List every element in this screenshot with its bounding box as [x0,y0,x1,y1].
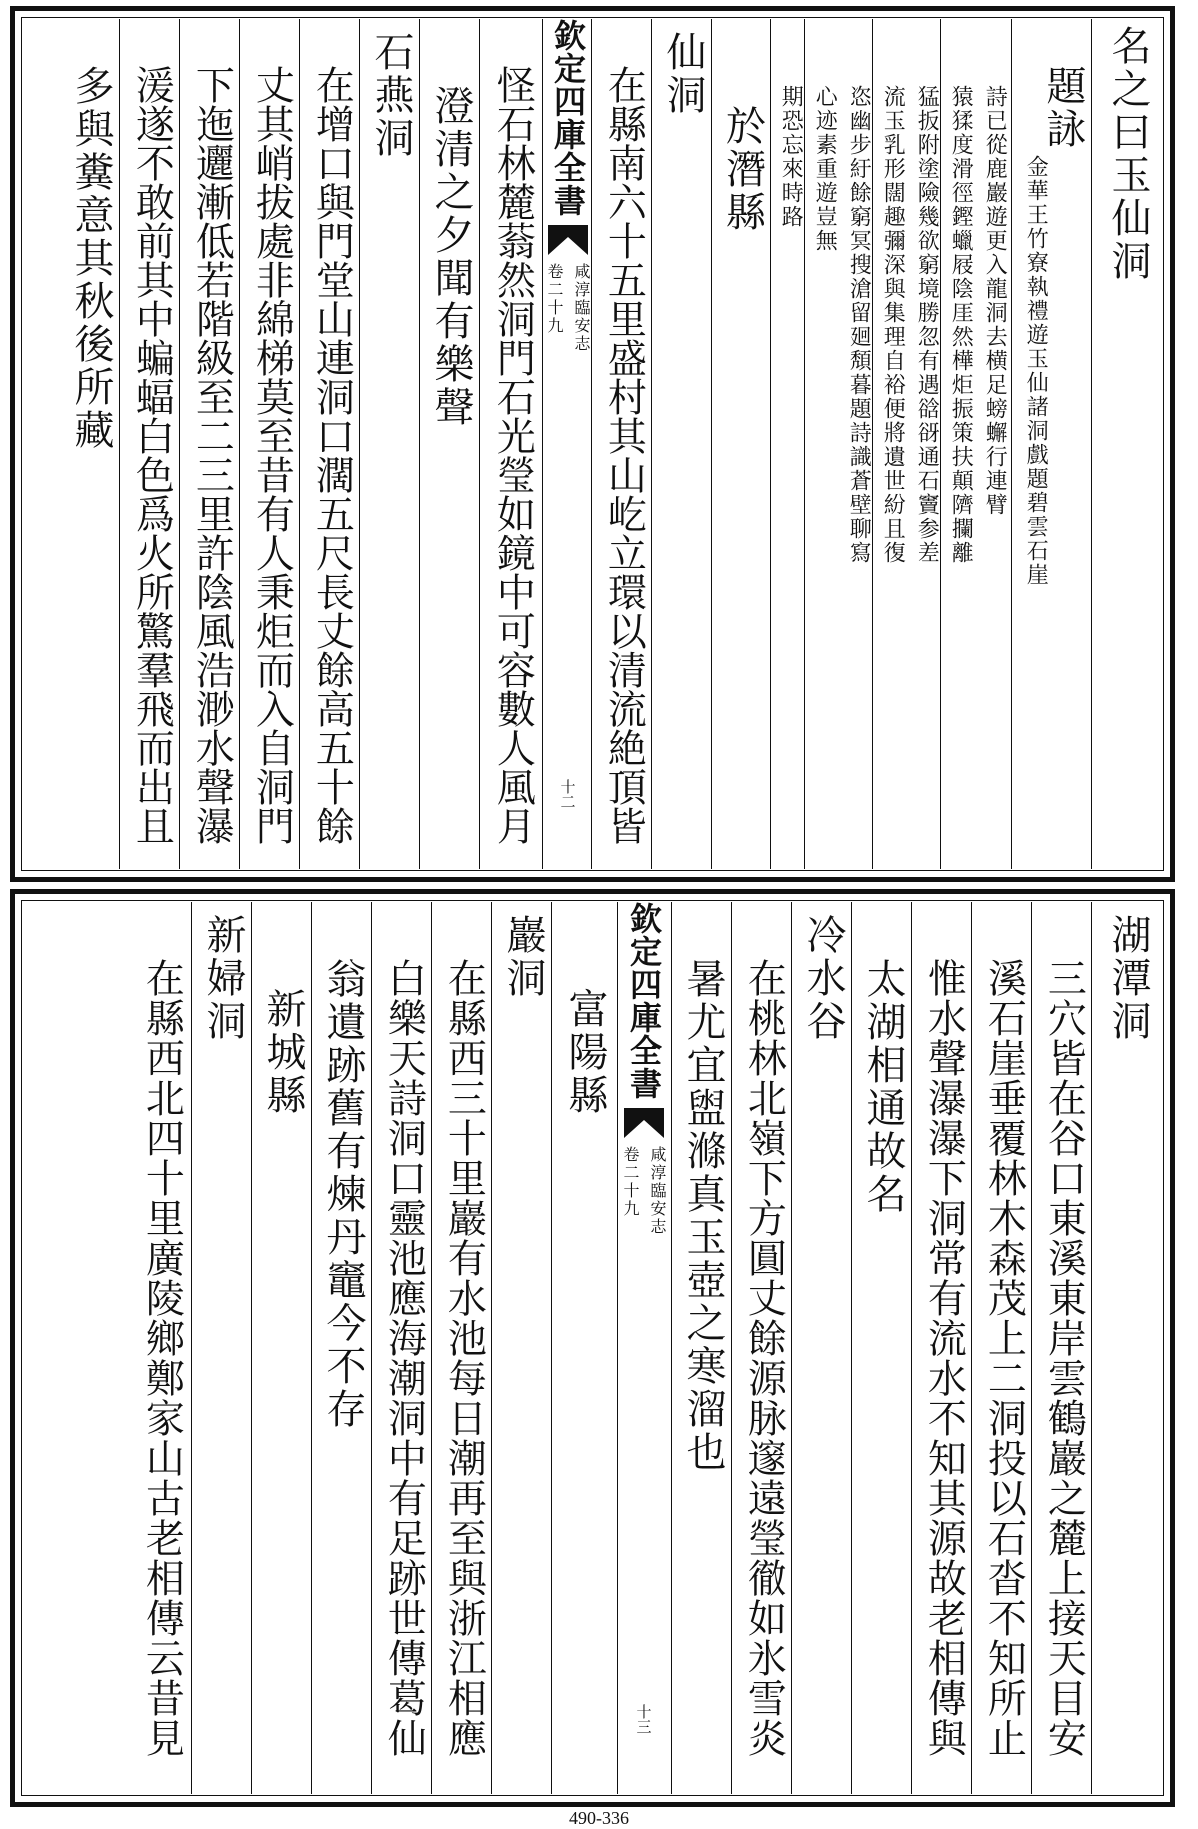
column-rule [251,902,252,1794]
top-page [10,6,1175,882]
column [807,25,841,863]
column [303,25,359,863]
column [915,908,971,1788]
fishtail-mark [624,1108,664,1138]
text-column: 澄清之夕聞有樂聲 [428,85,474,429]
column [1095,908,1161,1788]
leaf-number: 十二 [558,779,577,809]
column [123,25,179,863]
text-column: 於潛縣 [719,105,766,234]
gutter-volume: 卷二十九 [621,1146,640,1218]
page-number: 490-336 [569,1808,629,1828]
column-rule [1091,902,1092,1794]
text-column: 多與糞意其秋後所藏 [68,65,114,452]
column [183,25,239,863]
column-rule [311,902,312,1794]
column [1015,25,1055,863]
text-column: 流玉乳形闊趣彌深與集理自裕便將遺世紛且復 [880,85,906,565]
text-column: 名之曰玉仙洞 [1105,25,1151,283]
column-rule [671,902,672,1794]
column [495,908,551,1788]
text-column: 太湖相通故名 [860,958,906,1216]
fishtail-mark [548,225,588,255]
column-rule [371,902,372,1794]
column [975,908,1031,1788]
text-column: 下迤邐漸低若階級至二三里許陰風浩渺水聲瀑 [189,65,235,845]
center-gutter [621,902,667,1794]
column [943,25,977,863]
column-rule [591,19,592,869]
column-rule [731,902,732,1794]
column [841,25,875,863]
text-column: 金華王竹寮執禮遊玉仙諸洞戲題碧雲石崖 [1023,155,1049,587]
column-rule [359,19,360,869]
gutter-meta [543,263,593,353]
column-rule [617,902,618,1794]
column-rule [299,19,300,869]
text-column: 怪石林麓蓊然洞門石光瑩如鏡中可容數人風月 [490,65,536,845]
column-rule [770,19,771,869]
column [375,908,431,1788]
text-column: 仙洞 [660,31,706,117]
text-column: 在縣西北四十里廣陵鄉鄭家山古老相傳云昔見 [139,958,185,1758]
column-rule [551,902,552,1794]
text-column: 詩已從鹿巖遊更入龍洞去横足螃蠏行連臂 [982,85,1008,517]
column [977,25,1011,863]
text-column: 猛扳附塗險幾欲窮境勝忽有遇谽谺通石竇参差 [914,85,940,565]
column [855,908,911,1788]
column [435,908,491,1788]
text-column: 心迹素重遊豈無 [812,85,838,253]
column [715,25,770,863]
leaf-number: 十三 [634,1704,653,1734]
column-rule [911,902,912,1794]
column [195,908,251,1788]
column-rule [1011,19,1012,869]
text-column: 惟水聲瀑瀑下洞常有流水不知其源故老相傳與 [921,958,967,1758]
text-column: 期恐忘來時路 [778,85,804,229]
column-rule [851,902,852,1794]
column-rule [491,902,492,1794]
text-column: 溪石崖垂覆林木森茂上二洞投以石沓不知所止 [981,958,1027,1758]
text-column: 丈其峭拔處非綿梯莫至昔有人秉炬而入自洞門 [249,65,295,845]
column-rule [1091,19,1092,869]
column [63,25,119,863]
text-column: 題詠 [1040,65,1086,151]
column [255,908,311,1788]
text-column: 在縣西三十里巖有水池每日潮再至與浙江相應 [441,958,487,1758]
text-column: 新城縣 [260,988,306,1117]
text-column: 白樂天詩洞口靈池應海潮洞中有足跡世傳葛仙 [381,958,427,1758]
column [655,25,711,863]
column-rule [542,19,543,869]
column [363,25,419,863]
column-rule [431,902,432,1794]
column [875,25,909,863]
gutter-meta [619,1146,669,1236]
column-rule [651,19,652,869]
gutter-book: 咸淳臨安志 [572,263,591,353]
column-rule [191,902,192,1794]
column [243,25,299,863]
column-rule [119,19,120,869]
text-column: 猿猱度滑徑鏗蠟屐陰厓然樺炬振策扶顛隮攔離 [948,85,974,565]
text-column: 暑尤宜盥滌真玉壺之寒溜也 [680,958,726,1474]
text-column: 富陽縣 [562,988,608,1117]
column [735,908,791,1788]
center-gutter [545,19,591,869]
column [795,908,851,1788]
column [773,25,807,863]
column [1035,908,1091,1788]
column-rule [1031,902,1032,1794]
text-column: 在增口與門堂山連洞口濶五尺長丈餘高五十餘 [309,65,355,845]
column [909,25,943,863]
column [595,25,651,863]
column [675,908,731,1788]
column [483,25,541,863]
text-column: 翁遺跡舊有煉丹竈今不存 [320,958,366,1431]
column-rule [479,19,480,869]
column-rule [179,19,180,869]
text-column: 石燕洞 [368,31,414,160]
column-rule [239,19,240,869]
gutter-book: 咸淳臨安志 [648,1146,667,1236]
column-rule [791,902,792,1794]
column-rule [711,19,712,869]
column-rule [971,902,972,1794]
text-column: 湲遂不敢前其中蝙蝠白色爲火所驚羣飛而出且 [129,65,175,845]
text-column: 恣幽步紆餘窮冥搜滄留廻頽暮題詩識蒼壁聊寫 [846,85,872,565]
column [315,908,371,1788]
gutter-volume: 卷二十九 [545,263,564,335]
column [131,908,191,1788]
column [423,25,479,863]
column-rule [419,19,420,869]
column [555,908,615,1788]
text-column: 三穴皆在谷口東溪東岸雲鶴巖之麓上接天目安 [1041,958,1087,1758]
gutter-title: 欽定四庫全書 [549,19,587,217]
text-column: 冷水谷 [800,914,846,1043]
text-column: 湖潭洞 [1105,914,1151,1043]
gutter-title: 欽定四庫全書 [625,902,663,1100]
text-column: 巖洞 [500,914,546,1000]
text-column: 新婦洞 [200,914,246,1043]
text-column: 在桃林北嶺下方圓丈餘源脉邃遠瑩徹如氷雪炎 [741,958,787,1758]
bottom-page [10,889,1175,1807]
column [1095,25,1161,863]
text-column: 在縣南六十五里盛村其山屹立環以清流絶頂皆 [601,65,647,845]
